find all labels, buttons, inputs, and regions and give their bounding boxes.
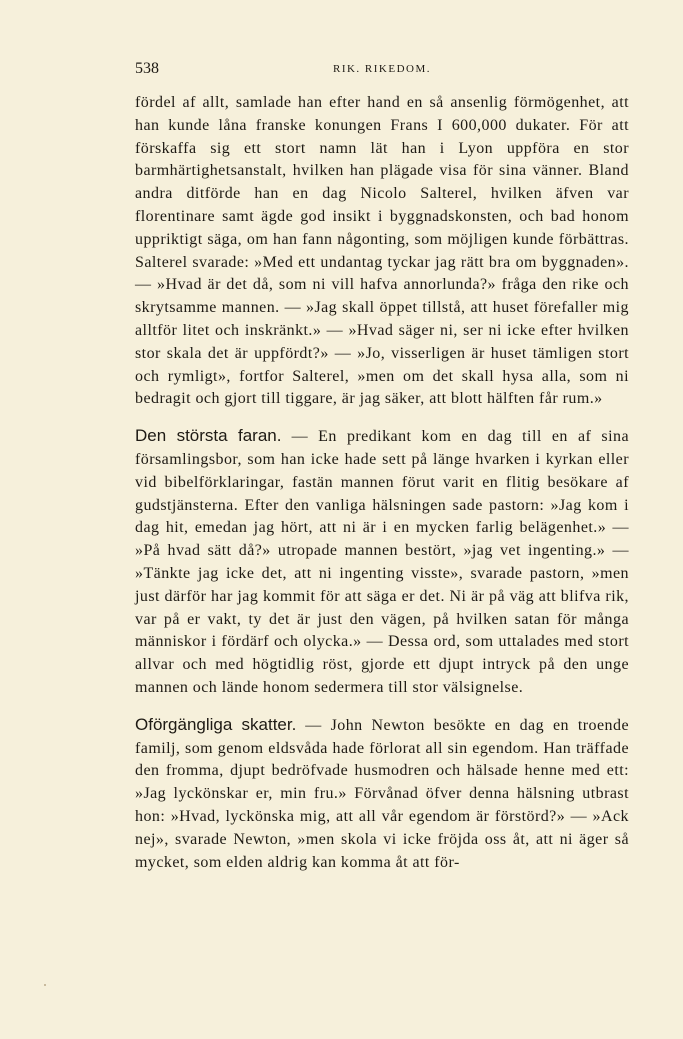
body-text	[135, 92, 629, 874]
paragraph-1	[135, 92, 629, 411]
paragraph-text: — En predikant kom en dag till en af sina församlingsbor, som han icke hade sett på länge hvarken i kyrkan eller vid bibelförklaringar, fastän mannen förut varit en flitig besökare af gudstjänsterna. Efter den vanliga hälsningen sade pastorn: »Jag kom i dag hit, emedan jag hört, att ni är i en mycken farlig belägenhet.» — »På hvad sätt då?» utropade mannen bestört, »jag vet ingenting.» — »Tänkte jag icke det, att ni ingenting visste», svarade pastorn, »men just därför har jag kommit för att säga er det. Ni är på väg att blifva rik, var på er vakt, ty det är just den vägen, på hvilken satan för många människor i fördärf och olycka.» — Dessa ord, som uttalades med stort allvar och med högtidlig röst, gjorde ett djupt intryck på den unge mannen och lände honom sedermera till stor välsignelse.	[135, 428, 629, 696]
running-title: RIK. RIKEDOM.	[332, 63, 432, 75]
page-header	[135, 60, 629, 82]
paragraph-text: — John Newton besökte en dag en troende familj, som genom eldsvåda hade förlorat all sin egendom. Han träffade den fromma, djupt bedröfvade husmodren och hälsade henne med ett: »Jag lyckönskar er, min fru.» Förvånad öfver denna hälsning utbrast hon: »Hvad, lyckönska mig, att all vår egendom är förstörd?» — »Ack nej», svarade Newton, »men skola vi icke fröjda oss åt, att ni äger så mycket, som elden aldrig kan komma åt att för-	[135, 716, 629, 871]
paragraph-text: fördel af allt, samlade han efter hand en så ansenlig förmögenhet, att han kunde låna franske konungen Frans I 600,000 dukater. För att förskaffa sig ett stort namn lät han i Lyon uppföra en stor barmhärtighetsanstalt, hvilken han plägade visa för sina vänner. Bland andra ditförde han en dag Nicolo Salterel, hvilken äfven var florentinare samt ägde god insikt i byggnadskonsten, och bad honom uppriktigt säga, om han fann någonting, som möjligen kunde förbättras. Salterel svarade: »Med ett undantag tyckar jag rätt bra om byggnaden». — »Hvad är det då, som ni vill hafva annorlunda?» fråga den rike och skrytsamme mannen. — »Jag skall öppet tillstå, att huset förefaller mig alltför litet och inskränkt.» — »Hvad säger ni, ser ni icke efter hvilken stor skala det är uppfördt?» — »Jo, visserligen är huset tämligen stort och rymligt», fortfor Salterel, »men om det skall hysa alla, som ni bedragit och gjort till tiggare, är jag säker, att blott hälften får rum.»	[135, 94, 629, 408]
section-heading: Oförgängliga skatter.	[135, 714, 297, 734]
paragraph-3	[135, 714, 629, 875]
section-heading: Den största faran.	[135, 426, 282, 446]
paper-speck	[44, 984, 46, 986]
paragraph-2	[135, 425, 629, 700]
page-number: 538	[135, 60, 159, 77]
